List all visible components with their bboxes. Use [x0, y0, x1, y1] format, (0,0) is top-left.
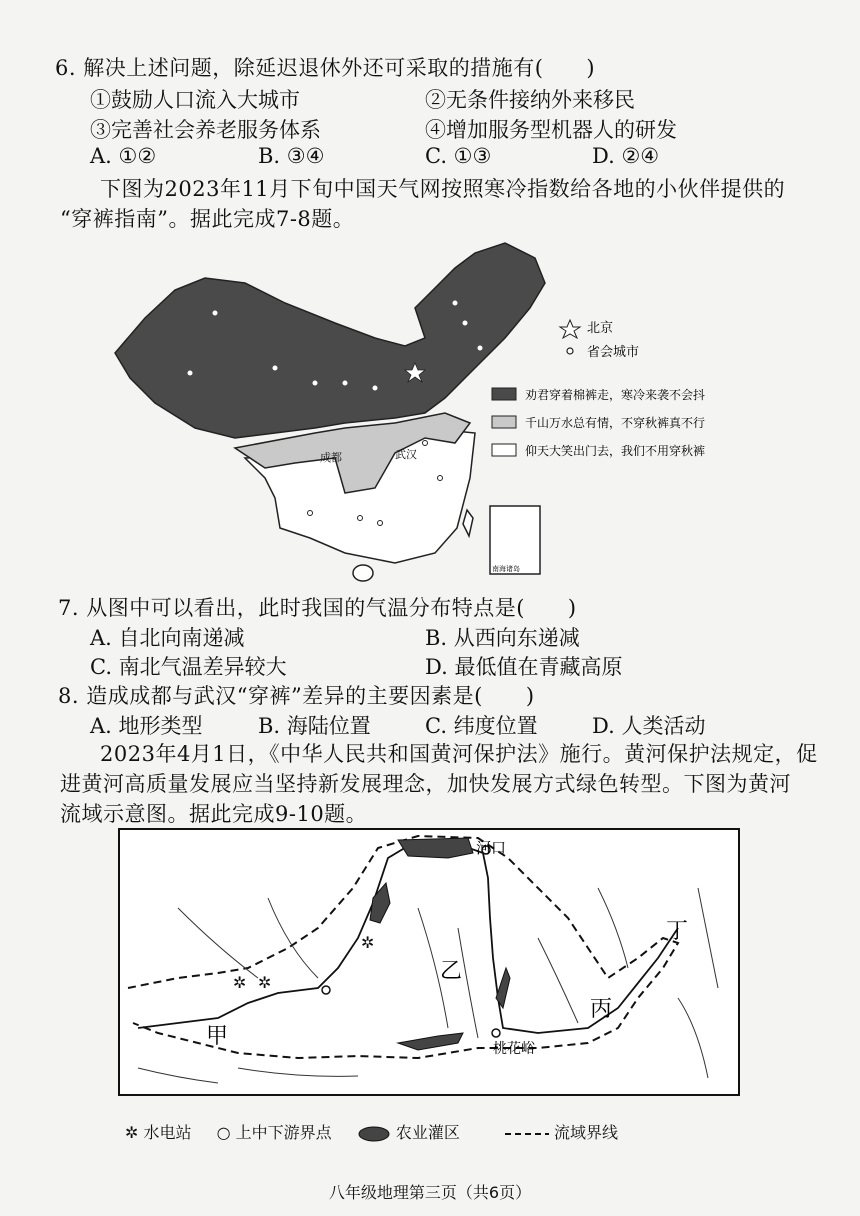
- page-footer: 八年级地理第三页（共6页）: [328, 1183, 532, 1202]
- label-ding: 丁: [666, 919, 689, 944]
- q7-option-c: C. 南北气温差异较大: [90, 655, 287, 679]
- legend-irrigation: [357, 1123, 485, 1142]
- legend-basin-label: 流域界线: [554, 1123, 619, 1142]
- q6-option-d: D. ②④: [592, 144, 660, 168]
- label-jia: 甲: [206, 1024, 229, 1049]
- legend-zone1: 劝君穿着棉裤走，寒冷来袭不会抖: [525, 388, 706, 402]
- legend-basin: [505, 1123, 638, 1142]
- basin-line-icon: [505, 1129, 549, 1139]
- q6-stem: 6. 解决上述问题，除延迟退休外还可采取的措施有( ): [55, 56, 596, 80]
- middle-lower-point: [492, 1029, 500, 1037]
- basin-map-legend: [125, 1120, 658, 1143]
- upper-middle-point: [322, 986, 330, 994]
- q8-stem: 8. 造成成都与武汉“穿裤”差异的主要因素是( ): [58, 684, 535, 708]
- svg-text:✲: ✲: [258, 973, 272, 992]
- taiwan-island: [463, 510, 473, 536]
- legend-beijing-icon: [560, 320, 580, 338]
- city-chengdu: 成都: [320, 451, 342, 464]
- legend-boundary-point: ○ 上中下游界点: [216, 1123, 332, 1142]
- label-bing: 丙: [590, 997, 613, 1022]
- intro78-line2: “穿裤指南”。据此完成7-8题。: [60, 207, 355, 231]
- legend-beijing: 北京: [587, 321, 614, 336]
- legend-cold-swatch: [492, 388, 516, 400]
- city-wuhan: 武汉: [395, 448, 417, 461]
- legend-zone2: 千山万水总有情，不穿秋裤真不行: [525, 416, 706, 430]
- label-taohuayu: 桃花峪: [493, 1041, 535, 1057]
- legend-hydro: ✲ 水电站: [125, 1123, 192, 1142]
- svg-text:✲: ✲: [233, 973, 247, 992]
- irrigation-swatch-icon: [357, 1126, 391, 1142]
- q8-option-a: A. 地形类型: [90, 714, 203, 738]
- intro910-line1: 2023年4月1日，《中华人民共和国黄河保护法》施行。黄河保护法规定，促: [100, 742, 818, 766]
- legend-warm-swatch: [492, 444, 516, 456]
- inset-label: 南海诸岛: [492, 565, 520, 573]
- legend-capital-icon: [567, 348, 573, 354]
- label-hekou: 河口: [476, 839, 507, 857]
- q6-item-3: ③完善社会养老服务体系: [90, 118, 321, 142]
- legend-irrigation-label: 农业灌区: [395, 1123, 460, 1142]
- intro78-line1: 下图为2023年11月下旬中国天气网按照寒冷指数给各地的小伙伴提供的: [100, 177, 786, 201]
- cold-zone: [115, 243, 545, 438]
- hetao-irrigation: [398, 838, 473, 858]
- hainan-island: [353, 565, 373, 581]
- legend-mid-swatch: [492, 416, 516, 428]
- label-yi: 乙: [440, 959, 463, 984]
- yellow-river-basin-map: [118, 828, 740, 1096]
- china-weather-map: [95, 228, 795, 588]
- q8-option-d: D. 人类活动: [592, 714, 706, 738]
- q6-option-a: A. ①②: [90, 144, 157, 168]
- q7-option-d: D. 最低值在青藏高原: [425, 655, 623, 679]
- svg-text:✲: ✲: [361, 933, 375, 952]
- q6-item-1: ①鼓励人口流入大城市: [90, 88, 300, 112]
- q7-option-a: A. 自北向南递减: [90, 626, 245, 650]
- q8-option-b: B. 海陆位置: [258, 714, 371, 738]
- q6-item-4: ④增加服务型机器人的研发: [425, 118, 677, 142]
- intro910-line2: 进黄河高质量发展应当坚持新发展理念，加快发展方式绿色转型。下图为黄河: [60, 772, 791, 796]
- q6-option-c: C. ①③: [425, 144, 492, 168]
- q8-option-c: C. 纬度位置: [425, 714, 538, 738]
- south-china-sea-inset: [490, 506, 540, 574]
- q6-option-b: B. ③④: [258, 144, 325, 168]
- legend-zone3: 仰天大笑出门去，我们不用穿秋裤: [525, 444, 706, 458]
- map-frame: [119, 829, 739, 1095]
- q7-stem: 7. 从图中可以看出，此时我国的气温分布特点是( ): [58, 596, 577, 620]
- legend-capital: 省会城市: [587, 345, 640, 360]
- intro910-line3: 流域示意图。据此完成9-10题。: [60, 802, 368, 826]
- q6-item-2: ②无条件接纳外来移民: [425, 88, 635, 112]
- q7-option-b: B. 从西向东递减: [425, 626, 580, 650]
